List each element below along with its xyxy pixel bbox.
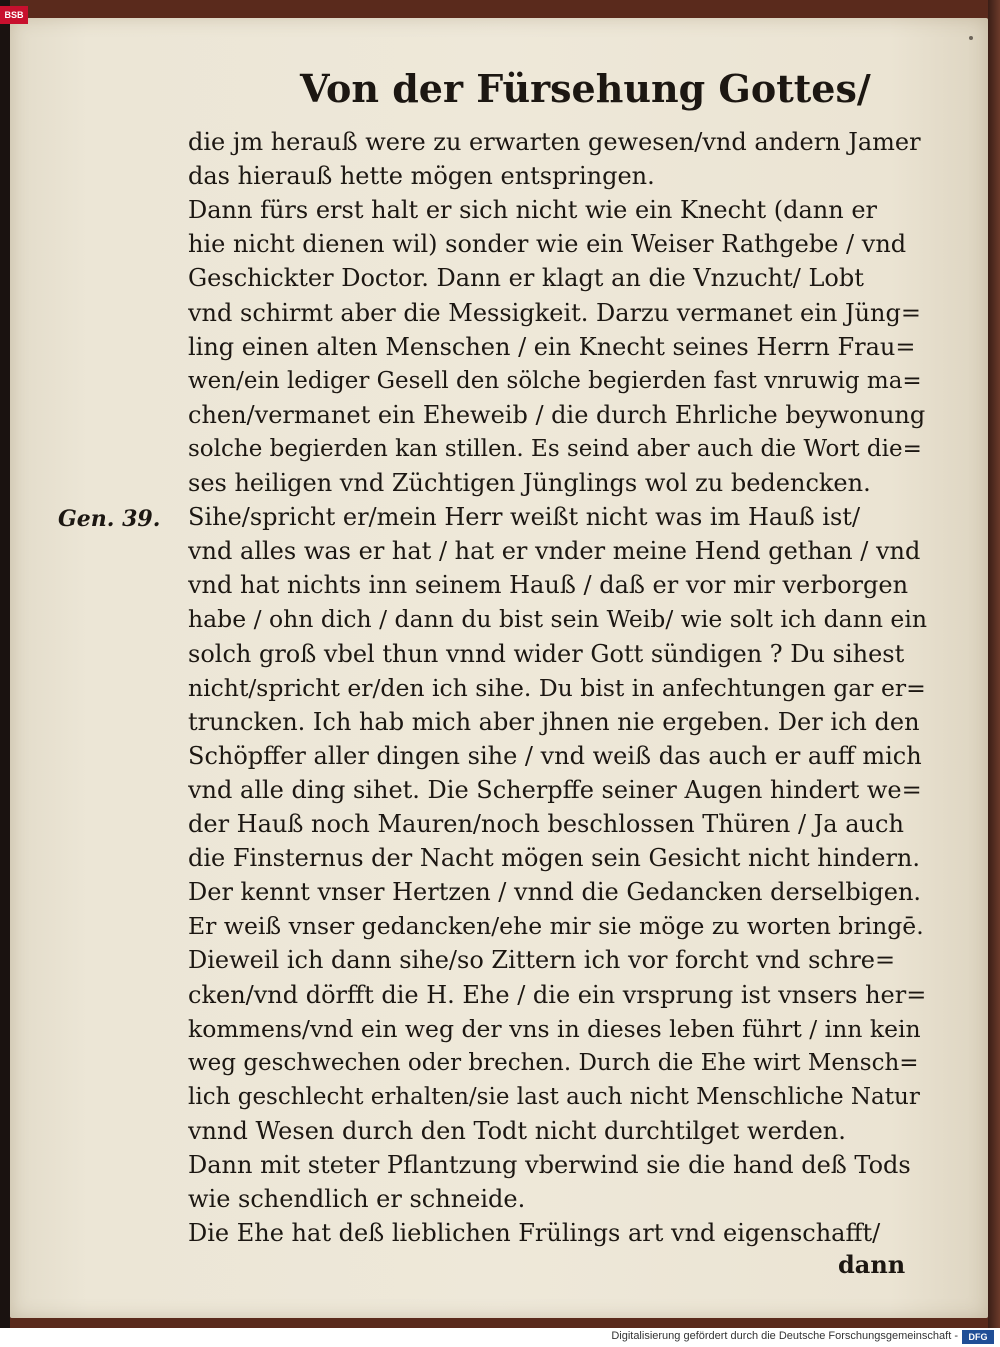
- text-line: der Hauß noch Mauren/noch beschlossen Thüren / Ja auch: [188, 810, 904, 838]
- text-line: ling einen alten Menschen / ein Knecht seines Herrn Frau=: [188, 333, 916, 361]
- text-line: lich geschlecht erhalten/sie last auch nicht Menschliche Natur: [188, 1084, 920, 1110]
- bsb-logo: BSB: [0, 6, 28, 24]
- text-line: solche begierden kan stillen. Es seind aber auch die Wort die=: [188, 436, 922, 462]
- footer-bar: [0, 1328, 1000, 1347]
- text-line: cken/vnd dörfft die H. Ehe / die ein vrsprung ist vnsers her=: [188, 981, 927, 1009]
- text-line: habe / ohn dich / dann du bist sein Weib/ wie solt ich dann ein: [188, 605, 927, 633]
- text-line: die Finsternus der Nacht mögen sein Gesicht nicht hindern.: [188, 844, 920, 872]
- text-line: vnd alle ding sihet. Die Scherpffe seiner Augen hindert we=: [188, 776, 922, 804]
- text-line: Schöpffer aller dingen sihe / vnd weiß das auch er auff mich: [188, 742, 922, 770]
- text-line: weg geschwechen oder brechen. Durch die Ehe wirt Mensch=: [188, 1050, 919, 1076]
- text-line: Dann fürs erst halt er sich nicht wie ein Knecht (dann er: [188, 196, 877, 224]
- dfg-logo: DFG: [962, 1330, 994, 1344]
- text-line: Er weiß vnser gedancken/ehe mir sie möge zu worten bringē.: [188, 912, 924, 940]
- book-binding-edge: [988, 0, 1000, 1328]
- text-line: Dieweil ich dann sihe/so Zittern ich vor forcht vnd schre=: [188, 946, 896, 974]
- text-line: Die Ehe hat deß lieblichen Frülings art vnd eigenschafft/: [188, 1219, 881, 1247]
- text-line: wie schendlich er schneide.: [188, 1185, 526, 1213]
- scan-border: [0, 0, 10, 1328]
- text-line: Geschickter Doctor. Dann er klagt an die Vnzucht/ Lobt: [188, 264, 864, 292]
- text-line: vnd alles was er hat / hat er vnder meine Hend gethan / vnd: [188, 537, 921, 565]
- text-line: Der kennt vnser Hertzen / vnnd die Gedancken derselbigen.: [188, 878, 922, 906]
- text-line: chen/vermanet ein Eheweib / die durch Ehrliche beywonung: [188, 401, 926, 429]
- text-line: truncken. Ich hab mich aber jhnen nie ergeben. Der ich den: [188, 708, 920, 736]
- catchword: dann: [838, 1250, 906, 1279]
- text-line: vnd hat nichts inn seinem Hauß / daß er vor mir verborgen: [188, 571, 909, 599]
- margin-note: Gen. 39.: [58, 506, 161, 532]
- text-line: wen/ein lediger Gesell den sölche begierden fast vnruwig ma=: [188, 368, 922, 394]
- page-dot-mark: [969, 36, 973, 40]
- running-header: Von der Fürsehung Gottes/: [300, 66, 871, 111]
- text-line: die jm herauß were zu erwarten gewesen/vnd andern Jamer: [188, 128, 921, 156]
- text-line: ses heiligen vnd Züchtigen Jünglings wol zu bedencken.: [188, 469, 871, 497]
- text-line: vnnd Wesen durch den Todt nicht durchtilget werden.: [188, 1117, 846, 1145]
- text-line: kommens/vnd ein weg der vns in dieses leben führt / inn kein: [188, 1015, 921, 1043]
- text-line: Dann mit steter Pflantzung vberwind sie die hand deß Tods: [188, 1151, 911, 1179]
- text-line: Sihe/spricht er/mein Herr weißt nicht was im Hauß ist/: [188, 503, 861, 531]
- text-line: nicht/spricht er/den ich sihe. Du bist in anfechtungen gar er=: [188, 674, 926, 702]
- text-line: solch groß vbel thun vnnd wider Gott sündigen ? Du sihest: [188, 640, 905, 668]
- text-line: vnd schirmt aber die Messigkeit. Darzu vermanet ein Jüng=: [188, 299, 921, 327]
- text-line: hie nicht dienen wil) sonder wie ein Weiser Rathgebe / vnd: [188, 230, 907, 258]
- text-line: das hierauß hette mögen entspringen.: [188, 162, 655, 190]
- funding-notice: Digitalisierung gefördert durch die Deutsche Forschungsgemeinschaft -: [611, 1330, 958, 1342]
